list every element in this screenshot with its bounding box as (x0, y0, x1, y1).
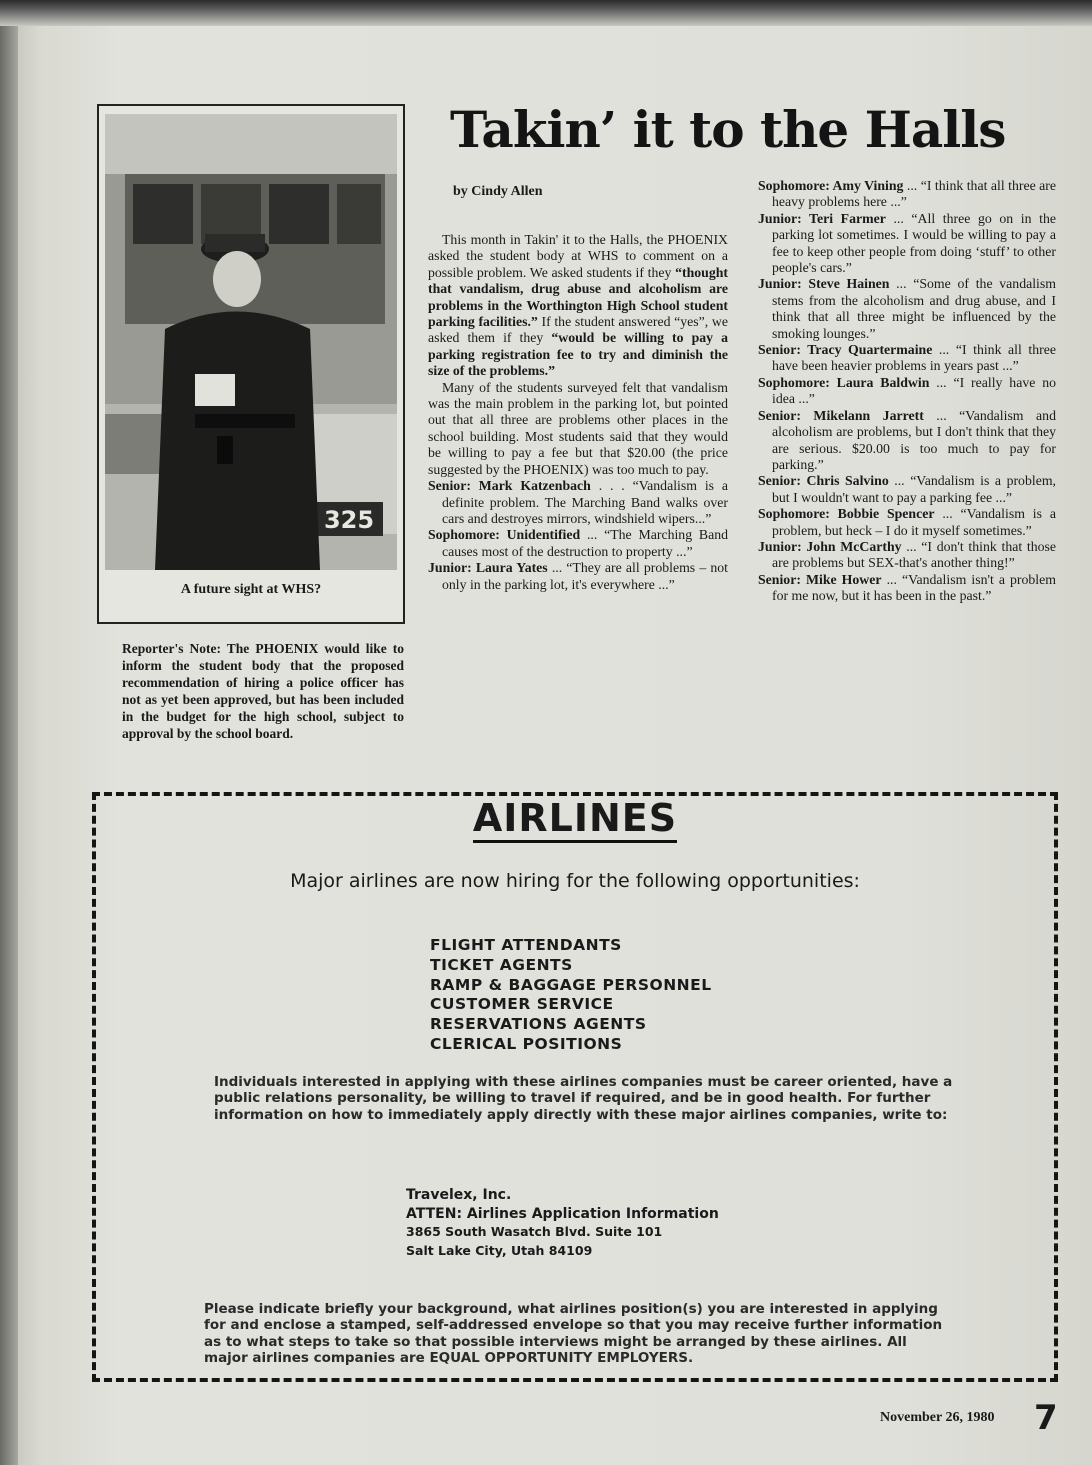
reporters-note: Reporter's Note: The PHOENIX would like to inform the student body that the proposed recommendation of hiring a police officer has not as yet been approved, but has been included in the budget for the high school, subject to approval by the school board. (122, 641, 404, 741)
page-spine (0, 0, 18, 1465)
ad-position-item: TICKET AGENTS (430, 955, 573, 974)
response-entry: Junior: Steve Hainen ... “Some of the vandalism stems from the alcoholism and drug abuse, and I think that all three might be influenced by the smoking lounges.” (758, 276, 1056, 341)
ad-address-line: Salt Lake City, Utah 84109 (406, 1242, 593, 1258)
ad-position-item: RAMP & BAGGAGE PERSONNEL (430, 975, 712, 994)
photo-caption: A future sight at WHS? (180, 582, 322, 597)
article-headline: Takin’ it to the Halls (450, 100, 1006, 159)
page-number: 7 (1034, 1398, 1058, 1438)
intro-paragraph-1: This month in Takin' it to the Halls, the PHOENIX asked the student body at WHS to comment on a possible problem. We asked students if they “thought that vandalism, drug abuse and alcoholism are problems in the Worthington High School student parking facilities.” If the student answered “yes”, we asked them if they “would be willing to pay a parking registration fee to try and diminish the size of the problems.” (428, 232, 728, 379)
response-entry: Sophomore: Laura Baldwin ... “I really have no idea ...” (758, 374, 1056, 407)
ad-subtitle: Major airlines are now hiring for the following opportunities: (290, 870, 860, 892)
photo-frame (97, 104, 405, 624)
response-entry: Junior: John McCarthy ... “I don't think that those are problems but SEX-that's another thing!” (758, 538, 1056, 571)
response-entry: Senior: Tracy Quartermaine ... “I think all three have been heavier problems in years past ...” (758, 342, 1056, 374)
article-column-middle (428, 232, 728, 593)
response-entry: Sophomore: Amy Vining ... “I think that all three are heavy problems here ...” (758, 178, 1057, 210)
ad-position-item: FLIGHT ATTENDANTS (430, 936, 622, 954)
page-top-edge (0, 0, 1092, 26)
ad-address-line: Travelex, Inc. (406, 1187, 512, 1203)
vehicle-number: 325 (323, 506, 375, 534)
article-byline: by Cindy Allen (453, 184, 543, 199)
response-entry: Senior: Mike Hower ... “Vandalism isn't a problem for me now, but it has been in the past.” (758, 571, 1056, 604)
ad-address-line: 3865 South Wasatch Blvd. Suite 101 (406, 1224, 663, 1239)
ad-address (406, 1186, 719, 1260)
ad-body-text: Individuals interested in applying with these airlines companies must be career oriented, have a public relations personality, be willing to travel if required, and be in good health. For further information on how to immediately apply directly with these major airlines companies, write to: (214, 1074, 953, 1123)
response-entry: Sophomore: Unidentified ... “The Marching Band causes most of the destruction to property ...” (428, 527, 729, 559)
airlines-advertisement (92, 792, 1058, 1382)
ad-address-line: ATTEN: Airlines Application Information (406, 1205, 719, 1222)
ad-positions-list (430, 936, 712, 1055)
ad-position-item: CLERICAL POSITIONS (430, 1034, 623, 1053)
ad-position-item: CUSTOMER SERVICE (430, 995, 614, 1014)
response-entry: Junior: Teri Farmer ... “All three go on in the parking lot sometimes. I would be willing to pay a fee to keep other people from doing ‘stuff’ to other people's cars.” (758, 210, 1056, 276)
response-entry: Senior: Mikelann Jarrett ... “Vandalism and alcoholism are problems, but I don't think that they are serious. $20.00 is too much to pay for parking.” (758, 407, 1056, 472)
ad-title: AIRLINES (96, 796, 1054, 840)
response-entry: Senior: Mark Katzenbach . . . “Vandalism is a definite problem. The Marching Band walks over cars and destroyes mirrors, windshield wipers...” (428, 478, 728, 526)
intro-paragraph-2: Many of the students surveyed felt that vandalism was the main problem in the parking lot, but pointed out that all three are problems other places in the school building. Most students said that they would be willing to pay a fee but that $20.00 (the price suggested by the PHOENIX) was too much to pay. (428, 379, 728, 477)
issue-date: November 26, 1980 (880, 1410, 995, 1425)
ad-position-item: RESERVATIONS AGENTS (430, 1015, 647, 1034)
response-entry: Sophomore: Bobbie Spencer ... “Vandalism is a problem, but heck – I do it myself sometimes.” (758, 506, 1056, 538)
article-column-right (758, 178, 1056, 605)
police-officer-photo (105, 114, 397, 570)
response-entry: Junior: Laura Yates ... “They are all problems – not only in the parking lot, it's everywhere ...” (428, 560, 728, 592)
response-entry: Senior: Chris Salvino ... “Vandalism is a problem, but I wouldn't want to pay a parking fee ...” (758, 473, 1056, 505)
ad-footer-text: Please indicate briefly your background, what airlines position(s) you are interested in applying for and enclose a stamped, self-addressed envelope so that you may receive further information as to what steps to take so that possible interviews might be arranged by these airlines. All major airlines companies are EQUAL OPPORTUNITY EMPLOYERS. (204, 1301, 943, 1367)
